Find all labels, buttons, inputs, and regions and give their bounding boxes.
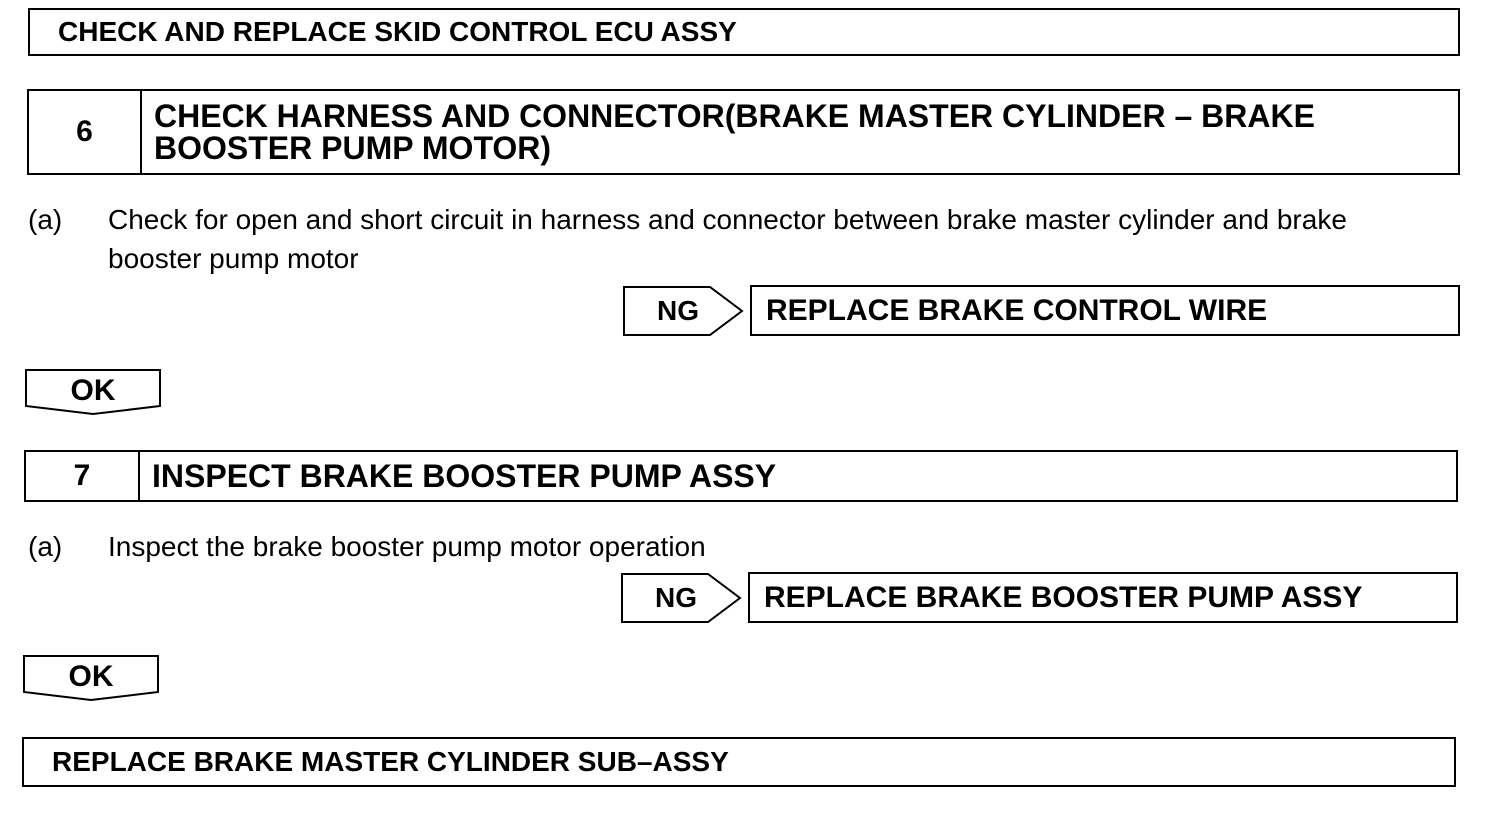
step-6-item-a [28,200,1468,280]
step-7-ok-label: OK [68,660,114,693]
step-6-title-line-1: CHECK HARNESS AND CONNECTOR(BRAKE MASTER CYLINDER – BRAKE [154,98,1315,134]
step-7-ng-arrow [620,572,744,624]
replace-brake-control-wire-box [750,285,1460,336]
step-6-ok-arrow [24,368,164,418]
replace-brake-booster-pump-text: REPLACE BRAKE BOOSTER PUMP ASSY [764,580,1363,614]
step-6-item-a-text [108,200,1468,278]
replace-brake-control-wire-text: REPLACE BRAKE CONTROL WIRE [766,293,1268,327]
step-6-number: 6 [29,91,142,173]
step-6-title [142,91,1315,173]
step-7-title: INSPECT BRAKE BOOSTER PUMP ASSY [152,458,777,494]
step-7-ok-arrow [22,654,162,704]
replace-brake-booster-pump-box [748,572,1458,623]
step-7-item-a-text: Inspect the brake booster pump motor operation [108,531,706,562]
step-6-ng-label: NG [657,295,699,326]
step-7-item-a [28,527,1468,567]
step-6-ok-label: OK [70,374,116,407]
step-7-header [24,450,1458,502]
step-6-ng-arrow [622,285,746,337]
replace-brake-master-cylinder-box [22,737,1456,787]
step-7-ng-label: NG [655,582,697,613]
step-6-header [27,89,1460,175]
replace-skid-control-ecu-text: CHECK AND REPLACE SKID CONTROL ECU ASSY [58,16,737,47]
step-6-item-a-line-2: booster pump motor [108,243,359,274]
replace-brake-master-cylinder-text: REPLACE BRAKE MASTER CYLINDER SUB–ASSY [52,746,729,777]
step-6-item-a-line-1: Check for open and short circuit in harness and connector between brake master cylinder and brake [108,204,1347,235]
step-7-item-a-label: (a) [28,531,63,562]
step-7-number: 7 [26,452,140,500]
replace-skid-control-ecu-box [28,8,1460,56]
step-6-item-a-label: (a) [28,204,63,235]
step-6-title-line-2: BOOSTER PUMP MOTOR) [154,130,552,166]
